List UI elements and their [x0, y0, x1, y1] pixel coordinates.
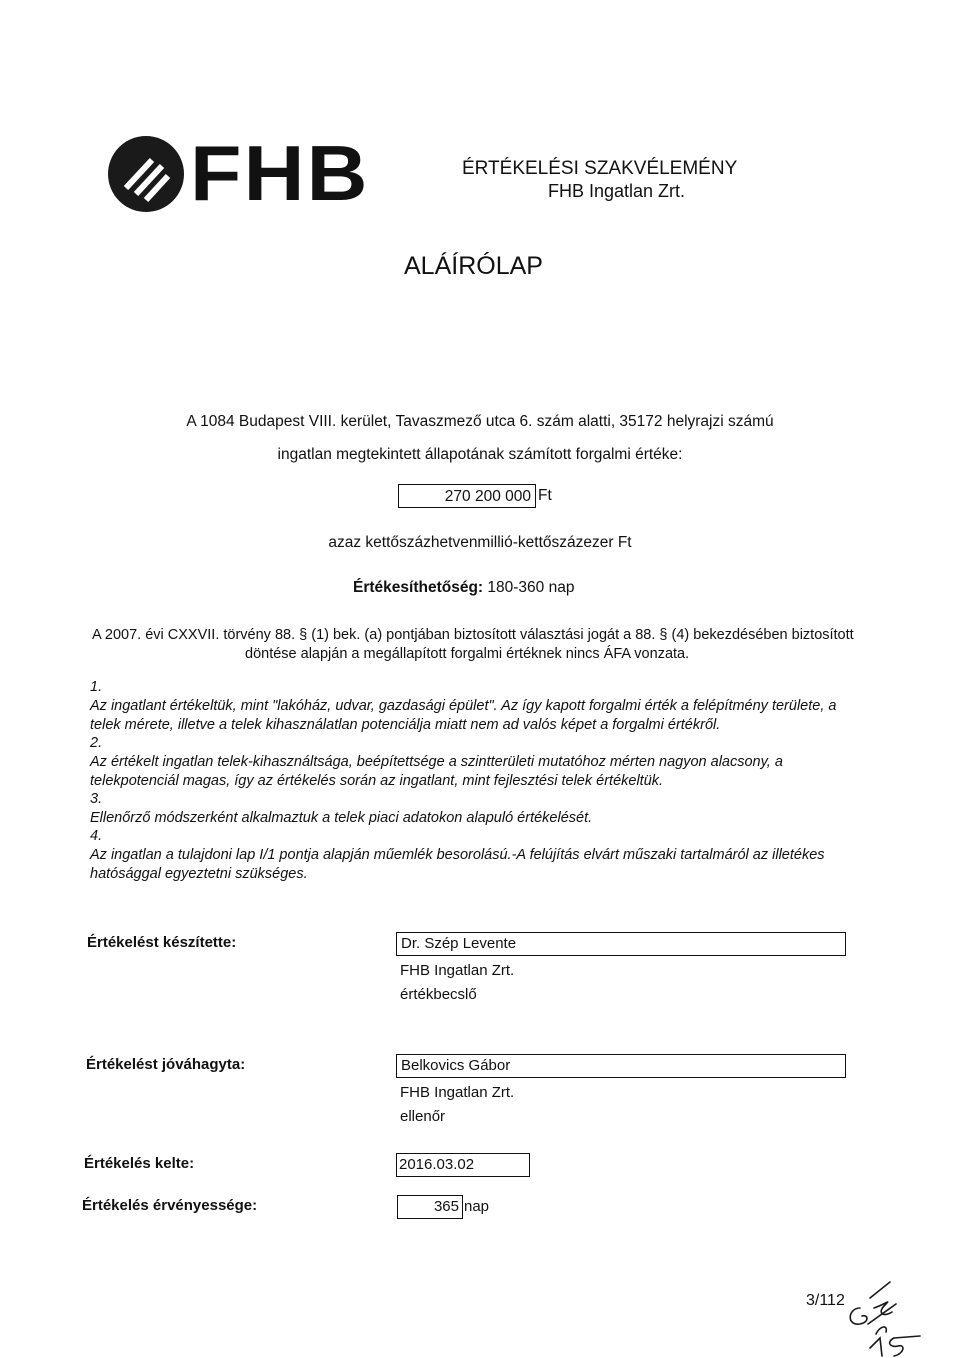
- approved-by-company: FHB Ingatlan Zrt.: [400, 1084, 515, 1101]
- approved-by-name-box: [396, 1054, 846, 1078]
- date-label: Értékelés kelte:: [84, 1155, 195, 1172]
- saleability-value: 180-360 nap: [487, 579, 575, 596]
- market-value-currency: Ft: [538, 487, 552, 504]
- validity-box: [397, 1195, 463, 1219]
- approved-by-name: Belkovics Gábor: [401, 1057, 511, 1074]
- value-intro: ingatlan megtekintett állapotának számított forgalmi értéke:: [277, 446, 683, 463]
- note-number: 2.: [90, 735, 103, 751]
- saleability: [353, 579, 574, 597]
- saleability-label: Értékesíthetőség:: [353, 579, 484, 596]
- logo-wordmark: FHB: [190, 129, 370, 217]
- prepared-by-role: értékbecslő: [400, 986, 477, 1003]
- value-in-words: azaz kettőszázhetvenmillió-kettőszázezer Ft: [328, 534, 632, 551]
- date-value: 2016.03.02: [399, 1156, 475, 1173]
- property-address: A 1084 Budapest VIII. kerület, Tavaszmező utca 6. szám alatti, 35172 helyrajzi számú: [186, 413, 774, 430]
- validity-unit: nap: [464, 1198, 490, 1215]
- handwritten-initials: [840, 1278, 950, 1358]
- prepared-by-label: Értékelést készítette:: [87, 934, 237, 951]
- approved-by-role: ellenőr: [400, 1108, 446, 1125]
- vat-note-line2: döntése alapján a megállapított forgalmi értéknek nincs ÁFA vonzata.: [245, 646, 690, 662]
- fhb-logo-icon: [108, 136, 184, 212]
- note-number: 3.: [90, 791, 103, 807]
- vat-note-line1: A 2007. évi CXXVII. törvény 88. § (1) bek. (a) pontjában biztosított választási jogát a 88. § (4) bekezdésében biztosított: [92, 627, 854, 643]
- note-text: Az ingatlan a tulajdoni lap I/1 pontja alapján műemlék besorolású.-A felújítás elvárt műszaki tartalmáról az illetékes: [90, 847, 825, 863]
- note-number: 4.: [90, 828, 103, 844]
- validity-label: Értékelés érvényessége:: [82, 1197, 258, 1214]
- note-text: Az értékelt ingatlan telek-kihasználtsága, beépítettsége a szintterületi mutatóhoz mérten nagyon alacsony, a: [90, 754, 783, 770]
- note-text: telekpotenciál magas, így az értékelés során az ingatlant, mint fejlesztési telek értékeltük.: [90, 773, 664, 789]
- market-value: 270 200 000: [444, 488, 531, 505]
- approved-by-label: Értékelést jóváhagyta:: [86, 1056, 246, 1073]
- company-name: FHB Ingatlan Zrt.: [548, 181, 686, 201]
- note-text: Ellenőrző módszerként alkalmaztuk a telek piaci adatokon alapuló értékelését.: [90, 810, 593, 826]
- report-type: ÉRTÉKELÉSI SZAKVÉLEMÉNY: [462, 158, 738, 179]
- prepared-by-name-box: [396, 932, 846, 956]
- validity-value: 365: [433, 1198, 459, 1215]
- prepared-by-company: FHB Ingatlan Zrt.: [400, 962, 515, 979]
- note-number: 1.: [90, 679, 103, 695]
- prepared-by-name: Dr. Szép Levente: [401, 935, 517, 952]
- market-value-box: [398, 484, 536, 508]
- note-text: telek mérete, illetve a telek kihasználatlan potenciálja miatt nem ad valós képet a forgalmi értékről.: [90, 717, 721, 733]
- page-number: 3/112: [806, 1292, 845, 1309]
- note-text: hatósággal egyeztetni szükséges.: [90, 866, 308, 882]
- page-title: ALÁÍRÓLAP: [404, 252, 543, 280]
- note-text: Az ingatlant értékeltük, mint "lakóház, udvar, gazdasági épület". Az így kapott forgalmi érték a felépítmény területe, a: [90, 698, 837, 714]
- date-box: [396, 1153, 530, 1177]
